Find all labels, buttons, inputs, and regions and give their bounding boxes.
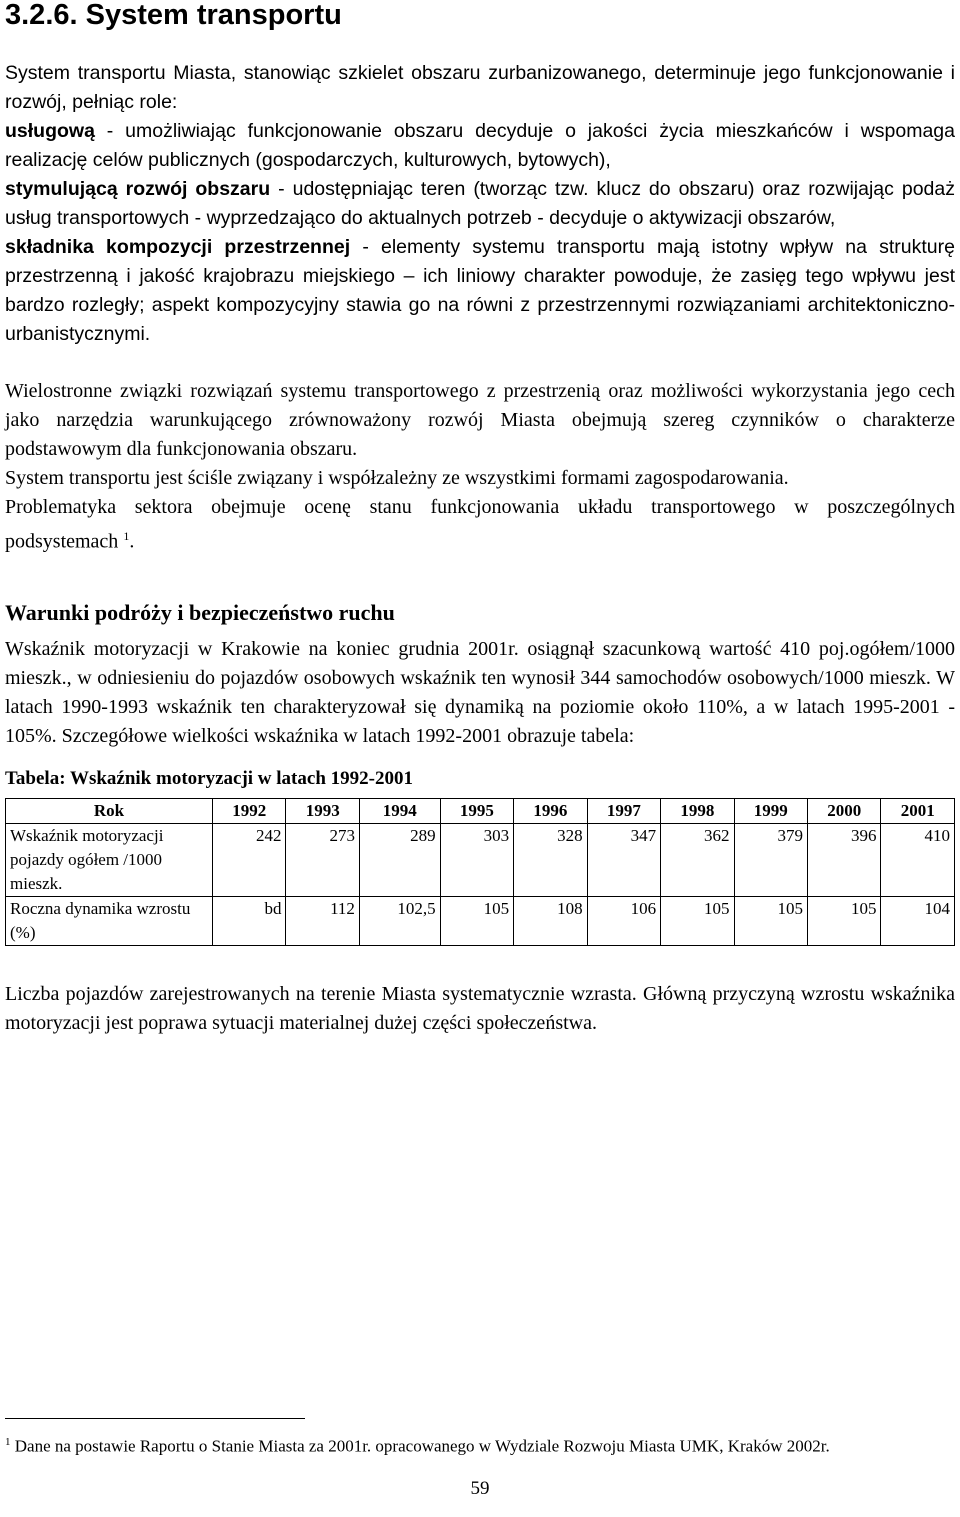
table-cell: 379 bbox=[734, 823, 807, 896]
paragraph-relations-s2: System transportu jest ściśle związany i współzależny ze wszystkimi formami zagospodarowania. bbox=[5, 467, 789, 489]
role-kompozycja-text: - elementy systemu transportu mają istotny wpływ na strukturę przestrzenną i jakość krajobrazu miejskiego – ich liniowy charakter powoduje, że zasięg tego wpływu jest bardzo rozległy; aspekt kompozycyjny stawia go na równi z przestrzennymi rozwiązaniami architektoniczno-urbanistycznymi. bbox=[5, 236, 955, 345]
intro-lead: System transportu Miasta, stanowiąc szkielet obszaru zurbanizowanego, determinuje jego funkcjonowanie i rozwój, pełniąc role: bbox=[5, 62, 955, 113]
subheading: Warunki podróży i bezpieczeństwo ruchu bbox=[5, 599, 395, 625]
paragraph-relations-s3: Problematyka sektora obejmuje ocenę stanu funkcjonowania układu transportowego w poszczególnych podsystemach bbox=[5, 496, 955, 553]
table-header-year: 1993 bbox=[286, 798, 359, 823]
table-header-row bbox=[6, 798, 955, 823]
table-row bbox=[6, 823, 955, 896]
table-cell: 289 bbox=[359, 823, 440, 896]
footnote-ref: 1 bbox=[123, 529, 130, 543]
table-cell: bd bbox=[213, 896, 286, 945]
table-cell: 106 bbox=[587, 896, 660, 945]
table-header-year: 1998 bbox=[661, 798, 734, 823]
table-row-label: Roczna dynamika wzrostu (%) bbox=[6, 896, 213, 945]
footnote-text: Dane na postawie Raportu o Stanie Miasta za 2001r. opracowanego w Wydziale Rozwoju Miasta UMK, Kraków 2002r. bbox=[10, 1436, 830, 1456]
table-cell: 273 bbox=[286, 823, 359, 896]
table-row bbox=[6, 896, 955, 945]
table-header-year: 1996 bbox=[514, 798, 587, 823]
paragraph-motorization: Wskaźnik motoryzacji w Krakowie na koniec grudnia 2001r. osiągnął szacunkową wartość 410 poj.ogółem/1000 mieszk., w odniesieniu do pojazdów osobowych wskaźnik ten wynosił 344 samochodów osobowych/1000 mieszk. W latach 1990-1993 wskaźnik ten charakteryzował się dynamiką na poziomie około 110%, a w latach 1995-2001 - 105%. Szczegółowe wielkości wskaźnika w latach 1992-2001 obrazuje tabela: bbox=[5, 637, 955, 747]
footnote bbox=[5, 1430, 955, 1459]
table-cell: 112 bbox=[286, 896, 359, 945]
table-cell: 105 bbox=[808, 896, 881, 945]
table-cell: 102,5 bbox=[359, 896, 440, 945]
table-header-year: 1999 bbox=[734, 798, 807, 823]
table-cell: 347 bbox=[587, 823, 660, 896]
table-cell: 396 bbox=[808, 823, 881, 896]
table-caption: Tabela: Wskaźnik motoryzacji w latach 1992-2001 bbox=[5, 767, 413, 789]
role-stymulujaca: stymulującą rozwój obszaru bbox=[5, 178, 271, 200]
section-title: 3.2.6. System transportu bbox=[5, 0, 342, 31]
table-header-label: Rok bbox=[6, 798, 213, 823]
table-cell: 105 bbox=[661, 896, 734, 945]
table-cell: 108 bbox=[514, 896, 587, 945]
table-cell: 242 bbox=[213, 823, 286, 896]
table-header-year: 1997 bbox=[587, 798, 660, 823]
table-header-year: 2001 bbox=[881, 798, 955, 823]
paragraph-relations bbox=[5, 377, 955, 557]
table-header-year: 1994 bbox=[359, 798, 440, 823]
role-uslugowa-text: - umożliwiając funkcjonowanie obszaru decyduje o jakości życia mieszkańców i wspomaga realizację celów publicznych (gospodarczych, kulturowych, bytowych), bbox=[5, 120, 955, 171]
page-number: 59 bbox=[470, 1478, 490, 1499]
table-cell: 104 bbox=[881, 896, 955, 945]
document-page bbox=[5, 0, 955, 1038]
table-header-year: 2000 bbox=[808, 798, 881, 823]
paragraph-vehicles: Liczba pojazdów zarejestrowanych na terenie Miasta systematycznie wzrasta. Główną przyczyną wzrostu wskaźnika motoryzacji jest poprawa sytuacji materialnej dużej części społeczeństwa. bbox=[5, 982, 955, 1034]
motorization-table bbox=[5, 798, 955, 946]
paragraph-relations-s3-end: . bbox=[129, 530, 135, 553]
table-cell: 303 bbox=[440, 823, 513, 896]
role-uslugowa: usługową bbox=[5, 120, 95, 142]
table-header-year: 1992 bbox=[213, 798, 286, 823]
table-cell: 362 bbox=[661, 823, 734, 896]
footnote-mark: 1 bbox=[5, 1436, 11, 1448]
table-cell: 105 bbox=[440, 896, 513, 945]
table-header-year: 1995 bbox=[440, 798, 513, 823]
intro-paragraph bbox=[5, 59, 955, 349]
role-kompozycja: składnika kompozycji przestrzennej bbox=[5, 236, 351, 258]
table-cell: 105 bbox=[734, 896, 807, 945]
table-row-label: Wskaźnik motoryzacji pojazdy ogółem /1000 mieszk. bbox=[6, 823, 213, 896]
table-cell: 328 bbox=[514, 823, 587, 896]
role-stymulujaca-text: - udostępniając teren (tworząc tzw. klucz do obszaru) oraz rozwijając podaż usług transportowych - wyprzedzająco do aktualnych potrzeb - decyduje o aktywizacji obszarów, bbox=[5, 178, 956, 229]
paragraph-relations-s1: Wielostronne związki rozwiązań systemu transportowego z przestrzenią oraz możliwości wykorzystania jego cech jako narzędzia warunkującego zrównoważony rozwój Miasta obejmują szereg czynników o charakterze podstawowym dla funkcjonowania obszaru. bbox=[5, 380, 955, 460]
footnote-divider bbox=[5, 1418, 305, 1419]
table-cell: 410 bbox=[881, 823, 955, 896]
